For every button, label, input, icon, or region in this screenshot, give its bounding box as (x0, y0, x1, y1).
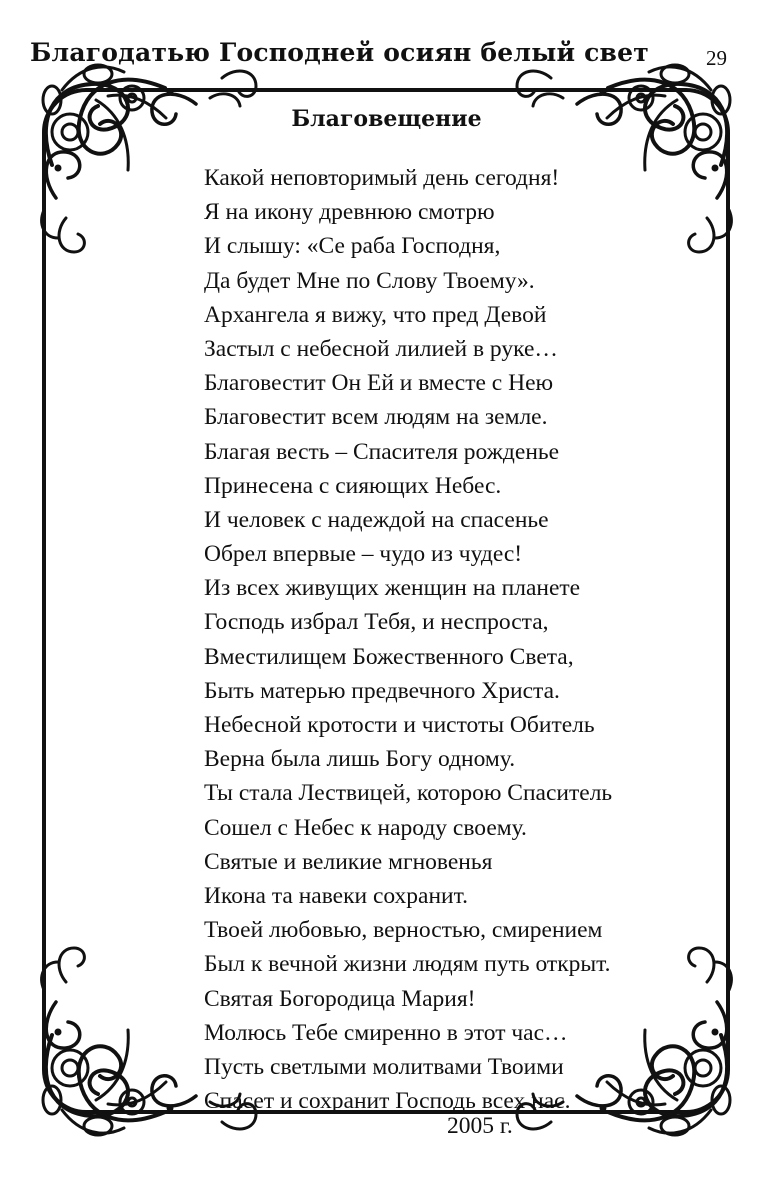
poem-line: Пусть светлыми молитвами Твоими (204, 1053, 564, 1080)
poem-line: Вместилищем Божественного Света, (204, 643, 574, 670)
poem-line: Какой неповторимый день сегодня! (204, 165, 560, 191)
poem-date: 2005 г. (447, 1113, 513, 1139)
poem-line: Был к вечной жизни людям путь открыт. (204, 951, 611, 978)
poem-line: Благовестит Он Ей и вместе с Нею (204, 370, 554, 397)
poem-line: Да будет Мне по Слову Твоему». (204, 267, 535, 294)
poem-line: Святые и великие мгновенья (204, 848, 493, 875)
poem-line: Из всех живущих женщин на планете (204, 575, 581, 602)
poem-line: Ты стала Лествицей, которою Спаситель (204, 780, 613, 807)
poem-line: Господь избрал Тебя, и неспроста, (204, 609, 549, 636)
poem-line: Благая весть – Спасителя рожденье (204, 438, 560, 465)
poem-body (204, 161, 674, 1118)
poem-line: Застыл с небесной лилией в руке… (204, 335, 558, 362)
page-number: 29 (706, 46, 727, 70)
poem-title: Благовещение (291, 106, 482, 132)
running-head-title: Благодатью Господней осиян белый свет (30, 38, 649, 67)
poem-line: И человек с надеждой на спасенье (204, 506, 549, 533)
poem-line: Икона та навеки сохранит. (204, 882, 469, 909)
poem-line: Обрел впервые – чудо из чудес! (204, 541, 523, 568)
poem-line: Принесена с сияющих Небес. (204, 472, 502, 499)
poem-line: Твоей любовью, верностью, смирением (204, 917, 603, 944)
poem-line: Верна была лишь Богу одному. (204, 746, 516, 773)
poem-line: Быть матерью предвечного Христа. (204, 677, 560, 704)
poem-line: Сошел с Небес к народу своему. (204, 814, 527, 841)
poem-line: Благовестит всем людям на земле. (204, 404, 548, 431)
poem-line: Спасет и сохранит Господь всех нас. (204, 1088, 571, 1115)
poem-line: Я на икону древнюю смотрю (204, 199, 495, 226)
poem-line: Архангела я вижу, что пред Девой (204, 301, 547, 328)
poem-line: Молюсь Тебе смиренно в этот час… (204, 1019, 568, 1046)
poem-line: И слышу: «Се раба Господня, (204, 233, 501, 260)
poem-line: Святая Богородица Мария! (204, 985, 476, 1012)
poem-line: Небесной кротости и чистоты Обитель (204, 712, 595, 738)
